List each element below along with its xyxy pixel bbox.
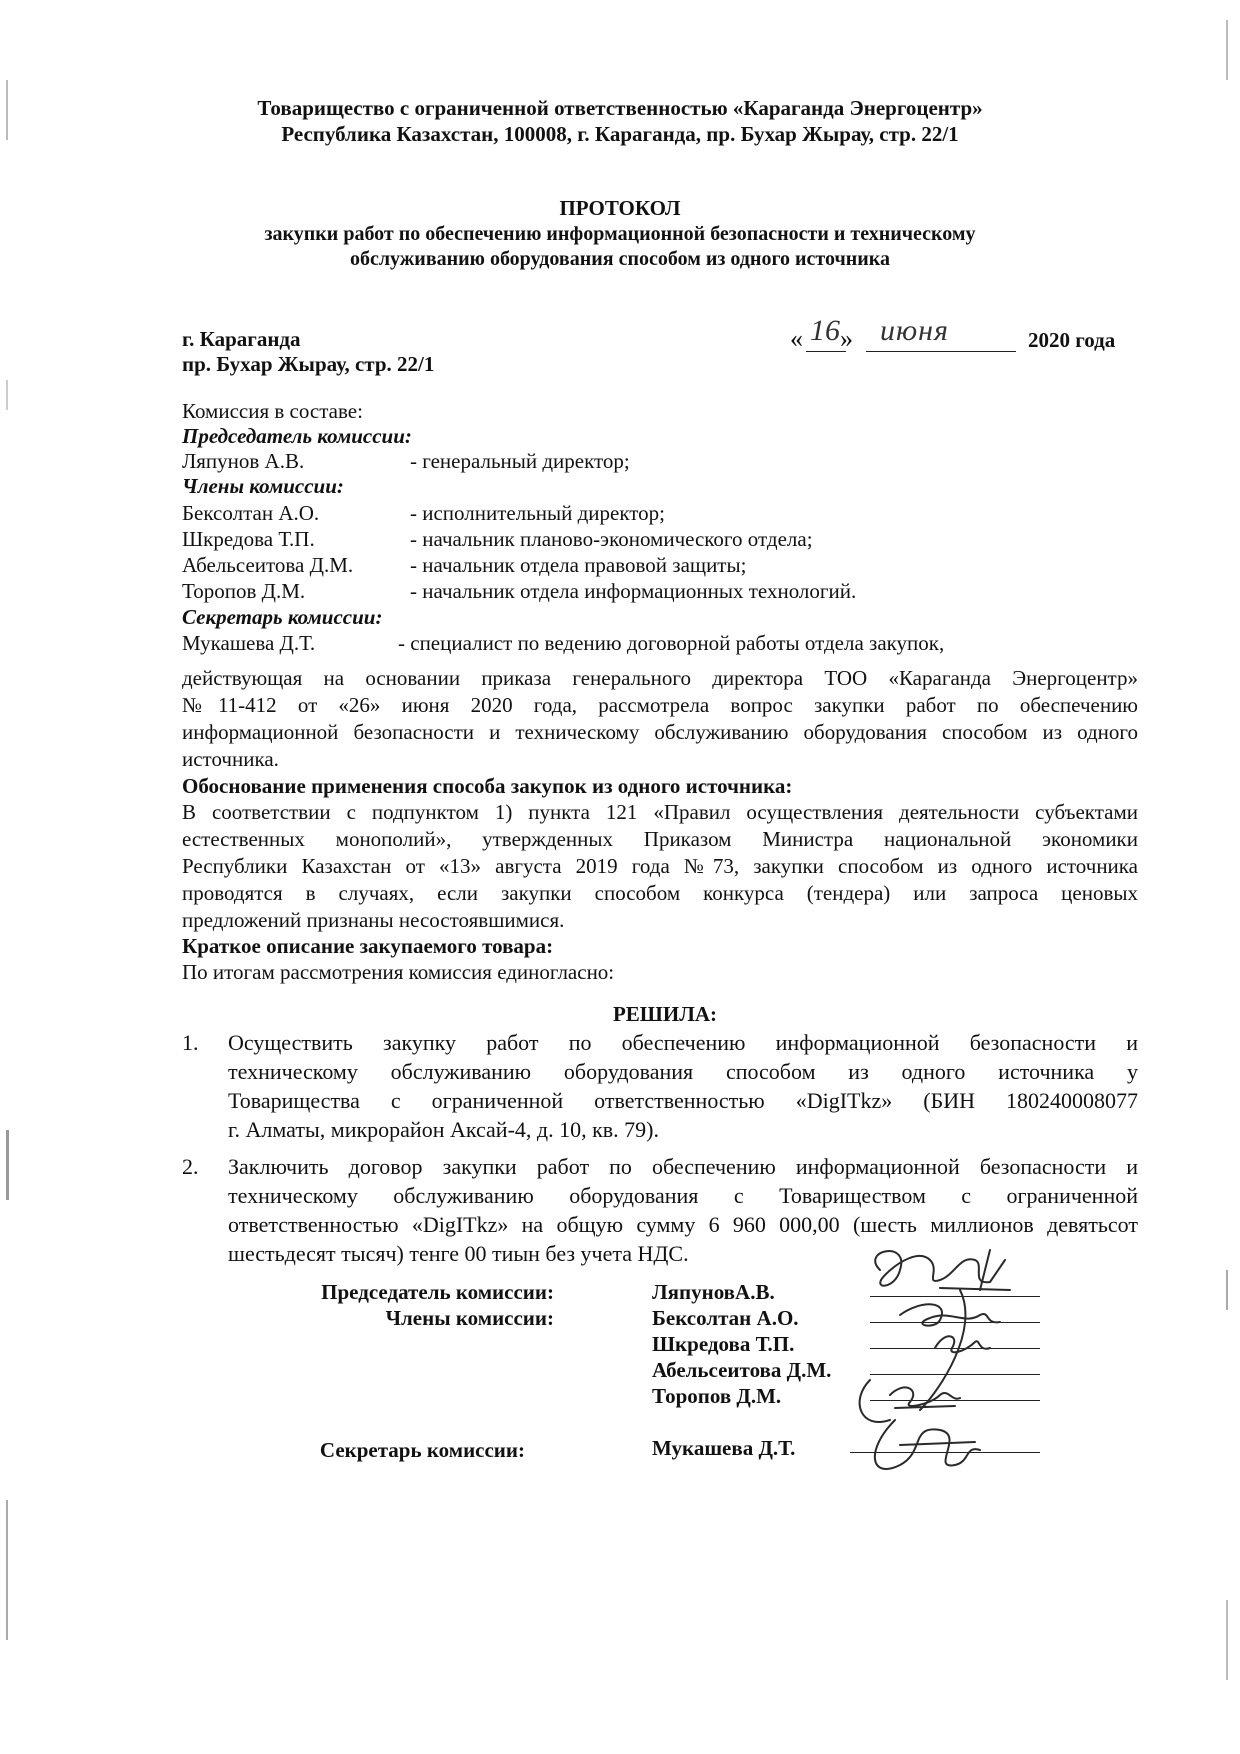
justification-heading: Обоснование применения способа закупок из одного источника: [182, 774, 793, 798]
decision-line: шестьдесят тысяч) тенге 00 тиын без учета НДС. [228, 1241, 689, 1266]
signature-member1-scribble [900, 1304, 1000, 1325]
place-address: пр. Бухар Жырау, стр. 22/1 [182, 352, 435, 376]
date-month-handwritten: июня [880, 314, 949, 347]
commission-intro: Комиссия в составе: [182, 399, 363, 423]
left-margin-marks [6, 80, 10, 1680]
chair-heading: Председатель комиссии: [182, 424, 412, 448]
chair-name: Ляпунов А.В. [182, 449, 305, 473]
decision-line: Заключить договор закупки работ по обеспечению информационной безопасности и [228, 1154, 1138, 1179]
organization-name: Товарищество с ограниченной ответственностью «Караганда Энергоцентр» [257, 96, 983, 120]
member-position: - начальник планово-экономического отдела; [410, 527, 813, 551]
paragraph-line: информационной безопасности и техническому обслуживанию оборудования способом из одного [182, 720, 1138, 744]
paragraph-line: действующая на основании приказа генерального директора ТОО «Караганда Энергоцентр» [182, 666, 1138, 690]
brief-heading: Краткое описание закупаемого товара: [182, 934, 554, 958]
decision-line: техническому обслуживанию оборудования с Товариществом с ограниченной [228, 1183, 1138, 1208]
paragraph-line: Республики Казахстан от «13» августа 2019 года №73, закупки способом из одного источника [182, 854, 1138, 878]
date-year: 2020 года [1028, 328, 1116, 352]
document-subtitle-line2: обслуживанию оборудования способом из одного источника [349, 248, 891, 270]
date-open-quote: « [790, 324, 803, 353]
member-name: Шкредова Т.П. [182, 527, 315, 551]
members-heading: Члены комиссии: [182, 474, 344, 498]
member-name: Торопов Д.М. [182, 579, 306, 603]
signature-members-label: Члены комиссии: [385, 1306, 554, 1330]
paragraph-line: В соответствии с подпунктом 1) пункта 121 «Правил осуществления деятельности субъектами [182, 800, 1138, 824]
brief-text: По итогам рассмотрения комиссия единогласно: [182, 960, 615, 984]
date-month-underline [866, 351, 1016, 352]
signature-secretary-scribble [875, 1420, 980, 1469]
signature-chair-label: Председатель комиссии: [321, 1280, 554, 1304]
document-title: ПРОТОКОЛ [559, 196, 681, 220]
secretary-name: Мукашева Д.Т. [182, 631, 316, 655]
signature-name: Торопов Д.М. [652, 1384, 782, 1408]
justification-paragraph [182, 800, 1138, 935]
place-city: г. Караганда [182, 327, 301, 351]
member-position: - исполнительный директор; [410, 501, 666, 525]
handwritten-signatures [840, 1230, 1070, 1490]
member-name: Абельсеитова Д.М. [182, 553, 354, 577]
paragraph-line: проводятся в случаях, если закупки способом конкурса (тендера) или запроса ценовых [182, 881, 1138, 905]
signature-member2-scribble [920, 1290, 990, 1410]
paragraph-line: источника. [182, 747, 279, 771]
paragraph-line: предложений признаны несостоявшимися. [182, 908, 565, 932]
chair-position: - генеральный директор; [410, 449, 630, 473]
organization-address: Республика Казахстан, 100008, г. Караганда, пр. Бухар Жырау, стр. 22/1 [281, 122, 959, 146]
decision-line: ответственностью «DigITkz» на общую сумму 6 960 000,00 (шесть миллионов девятьсот [228, 1212, 1138, 1237]
member-position: - начальник отдела информационных технологий. [410, 579, 857, 603]
decision-item-text [228, 1030, 1138, 1146]
acting-paragraph [182, 666, 1138, 774]
decision-item-number: 1. [182, 1030, 199, 1055]
paragraph-line: №11-412 от «26» июня 2020 года, рассмотрела вопрос закупки работ по обеспечению [182, 693, 1138, 717]
paragraph-line: естественных монополий», утвержденных Приказом Министра национальной экономики [182, 827, 1138, 851]
decision-line: техническому обслуживанию оборудования способом из одного источника у [228, 1059, 1138, 1084]
date-day-handwritten: 16 [810, 314, 840, 347]
decision-heading: РЕШИЛА: [612, 1002, 718, 1026]
signature-chair-scribble [875, 1250, 1010, 1290]
decision-item-number: 2. [182, 1154, 199, 1179]
decision-line: Товарищества с ограниченной ответственностью «DigITkz» (БИН 180240008077 [228, 1088, 1138, 1113]
signature-name: Шкредова Т.П. [652, 1332, 795, 1356]
secretary-heading: Секретарь комиссии: [182, 605, 383, 629]
decision-line: Осуществить закупку работ по обеспечению информационной безопасности и [228, 1030, 1138, 1055]
member-position: - начальник отдела правовой защиты; [410, 553, 747, 577]
signature-secretary-name: Мукашева Д.Т. [652, 1436, 796, 1460]
right-margin-marks [1226, 20, 1230, 1720]
signature-name: ЛяпуновА.В. [652, 1280, 775, 1304]
signature-name: Бексолтан А.О. [652, 1306, 799, 1330]
secretary-position: - специалист по ведению договорной работы отдела закупок, [398, 631, 945, 655]
signature-name: Абельсеитова Д.М. [652, 1358, 832, 1382]
decision-line: г. Алматы, микрорайон Аксай-4, д. 10, кв. 79). [228, 1117, 659, 1142]
document-subtitle-line1: закупки работ по обеспечению информационной безопасности и техническому [264, 223, 976, 245]
document-date [790, 314, 1140, 358]
signature-secretary-label: Секретарь комиссии: [319, 1438, 525, 1462]
date-close-quote: » [840, 324, 853, 353]
member-name: Бексолтан А.О. [182, 501, 320, 525]
date-day-underline [806, 351, 846, 352]
signature-member3-scribble [860, 1380, 890, 1422]
